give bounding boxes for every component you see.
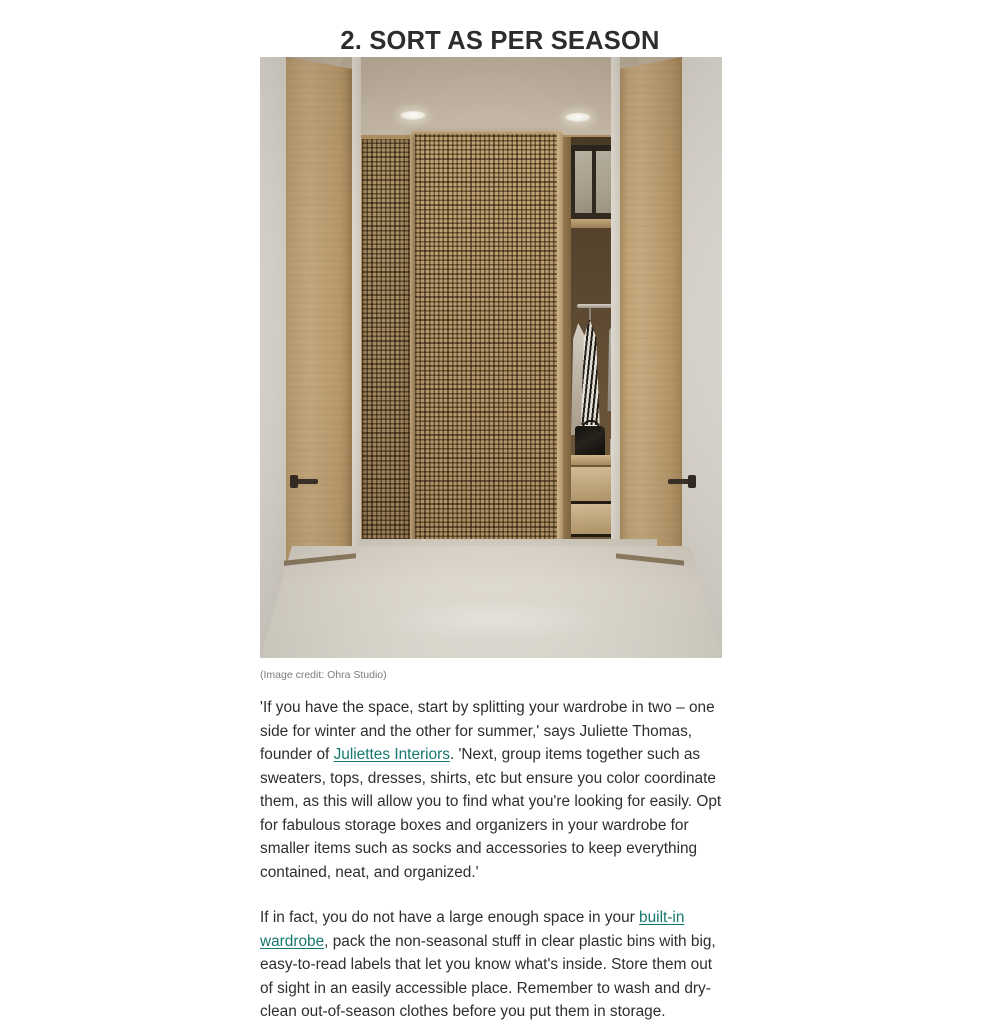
- cabinet-pane-left: [575, 151, 592, 213]
- recessed-downlight-icon: [400, 111, 426, 120]
- page-title: 2. SORT AS PER SEASON: [340, 27, 660, 56]
- paragraph-1: [260, 696, 722, 884]
- door-handle-icon: [292, 479, 318, 484]
- link-juliettes-interiors[interactable]: Juliettes Interiors: [333, 746, 450, 763]
- paragraph-2-text-a: If in fact, you do not have a large enough space in your: [260, 909, 640, 926]
- paragraph-2: [260, 906, 722, 1024]
- wall-left: [260, 57, 286, 658]
- hanger-icon: [589, 308, 591, 320]
- paragraph-1-text-b: . 'Next, group items together such as sweaters, tops, dresses, shirts, etc but ensure you color coordinate them, as this will allow you to find what you're looking for easily. Opt for fabulous storage boxes and organizers in your wardrobe for smaller items such as socks and accessories to keep everything contained, neat, and organized.': [260, 746, 722, 881]
- door-handle-icon: [668, 479, 694, 484]
- paragraph-2-text-b: , pack the non-seasonal stuff in clear plastic bins with big, easy-to-read labels that let you know what's inside. Store them out of sight in an easily accessible place. Remember to wash and dry-clean out-of-season clothes before you put them in storage.: [260, 932, 716, 1020]
- black-bag: [575, 426, 605, 458]
- floor-sheen: [380, 600, 610, 640]
- paragraph-1-text-a: 'If you have the space, start by splitting your wardrobe in two – one side for winter and the other for summer,' says Juliette Thomas, founder of: [260, 699, 715, 763]
- article-figure: [260, 57, 722, 682]
- image-credit: (Image credit: Ohra Studio): [260, 669, 387, 681]
- article-body: [260, 696, 722, 1024]
- link-built-in-wardrobe[interactable]: built-in wardrobe: [260, 909, 685, 950]
- recessed-downlight-icon: [565, 113, 591, 122]
- wardrobe-photo: [260, 57, 722, 658]
